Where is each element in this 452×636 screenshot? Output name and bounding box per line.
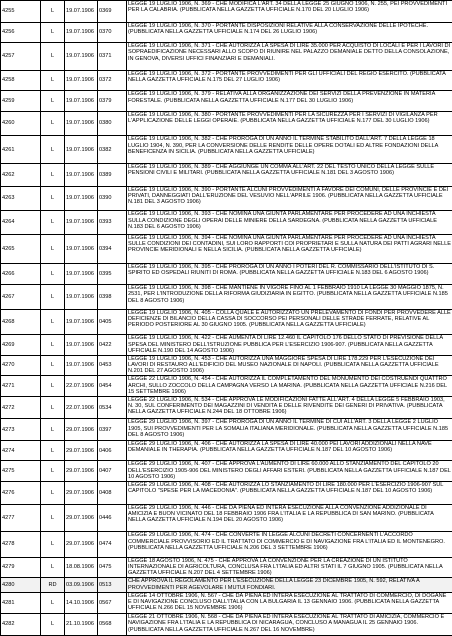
- act-number-cell: 0453: [98, 355, 127, 376]
- act-date-cell: 29.07.1906: [65, 482, 98, 505]
- row-number-cell: 4276: [1, 482, 41, 505]
- act-type-cell: L: [41, 22, 65, 43]
- table-row: [1, 285, 452, 310]
- act-date-cell: 19.07.1906: [65, 285, 98, 310]
- act-number-cell: 0568: [98, 614, 127, 636]
- act-date-cell: 29.07.1906: [65, 532, 98, 558]
- act-description-cell: LEGGE 19 LUGLIO 1906, N. 389 - CHE AGGIUNGE UN COMMA ALL'ART. 22 DEL TESTO UNICO DELLA LEGGE SULLE PENSIONI CIVILI E MILITARI. (PUBBLICATA NELLA GAZZETTA UFFICIALE N.181 DEL 3 AGOSTO 1906): [127, 164, 452, 187]
- act-date-cell: 18.08.1906: [65, 557, 98, 577]
- act-description-cell: LEGGE 19 LUGLIO 1906, N. 382 - CHE PROROGA DI UN ANNO IL TERMINE STABILITO DALL'ART. 7 DELLA LEGGE 18 LUGLIO 1904, N. 390, PER LA CONVERSIONE DELLE RENDITE DELLE OPERE DOTALI ED ALTRE FONDAZIONI DELLA BENEFICENZA IN SICILIA. (PUBBLICATA NELLA GAZZETTA UFFICIALE): [127, 136, 452, 164]
- act-number-cell: 0567: [98, 592, 127, 614]
- row-number-cell: 4277: [1, 504, 41, 532]
- act-date-cell: 19.07.1906: [65, 91, 98, 112]
- act-type-cell: L: [41, 285, 65, 310]
- row-number-cell: 4272: [1, 396, 41, 419]
- act-date-cell: 21.10.1906: [65, 614, 98, 636]
- act-number-cell: 0372: [98, 70, 127, 91]
- act-number-cell: 0407: [98, 461, 127, 482]
- act-date-cell: 19.07.1906: [65, 111, 98, 136]
- table-row: [1, 111, 452, 136]
- act-date-cell: 19.07.1906: [65, 70, 98, 91]
- act-type-cell: L: [41, 43, 65, 71]
- table-row: [1, 43, 452, 71]
- row-number-cell: 4273: [1, 419, 41, 441]
- table-row: [1, 263, 452, 285]
- laws-register-body: [1, 1, 452, 636]
- act-date-cell: 22.07.1906: [65, 376, 98, 397]
- row-number-cell: 4268: [1, 309, 41, 335]
- row-number-cell: 4270: [1, 355, 41, 376]
- act-description-cell: LEGGE 19 LUGLIO 1906, N. 372 - PORTANTE PROVVEDIMENTI PER GLI UFFICIALI DEL REGIO ESERCITO. (PUBBLICATA NELLA GAZZETTA UFFICIALE N.175 DEL 27 LUGLIO 1906): [127, 70, 452, 91]
- act-date-cell: 29.07.1906: [65, 504, 98, 532]
- act-date-cell: 19.07.1906: [65, 355, 98, 376]
- act-type-cell: L: [41, 263, 65, 285]
- act-number-cell: 0371: [98, 43, 127, 71]
- table-row: [1, 355, 452, 376]
- table-row: [1, 309, 452, 335]
- act-description-cell: LEGGE 29 LUGLIO 1906, N. 408 - CHE AUTORIZZA LO STANZIAMENTO DI LIRE 180.000 PER L'ESERCIZIO 1906-907 SUL CAPITOLO "SPESE PER LA MACEDONIA". (PUBBLICATA NELLA GAZZETTA UFFICIALE N.187 DEL 10 AGOSTO 1906): [127, 482, 452, 505]
- row-number-cell: 4267: [1, 285, 41, 310]
- act-date-cell: 19.07.1906: [65, 335, 98, 356]
- row-number-cell: 4264: [1, 211, 41, 235]
- table-row: [1, 482, 452, 505]
- row-number-cell: 4282: [1, 614, 41, 636]
- act-description-cell: LEGGE 19 LUGLIO 1906, N. 395 - CHE PROROGA DI UN ANNO I POTERI DEL R. COMMISSARIO DELL'ISTITUTO DI S. SPIRITO ED OSPEDALI RIUNITI DI ROMA. (PUBBLICATA NELLA GAZZETTA UFFICIALE N.183 DEL 6 AGOSTO 1906): [127, 263, 452, 285]
- act-number-cell: 0446: [98, 504, 127, 532]
- act-number-cell: 0379: [98, 91, 127, 112]
- act-number-cell: 0395: [98, 263, 127, 285]
- act-date-cell: 19.07.1906: [65, 136, 98, 164]
- row-number-cell: 4266: [1, 263, 41, 285]
- row-number-cell: 4255: [1, 1, 41, 23]
- act-description-cell: LEGGE 19 LUGLIO 1906, N. 370 - PORTANTE DISPOSIZIONI RELATIVE ALLA CONSERVAZIONE DELLE IPOTECHE. (PUBBLICATA NELLA GAZZETTA UFFICIALE N.174 DEL 26 LUGLIO 1906): [127, 22, 452, 43]
- row-number-cell: 4279: [1, 557, 41, 577]
- act-description-cell: LEGGE 29 LUGLIO 1906, N. 407 - CHE APPROVA L'AUMENTO DI LIRE 60.000 ALLO STANZIAMENTO DEL CAPITOLO 20 DELL'ESERCIZIO 1905-906 DEL MINISTERO DEGLI AFFARI ESTERI. (PUBBLICATA NELLA GAZZETTA UFFICIALE N.187 DEL 10 AGOSTO 1906): [128, 461, 451, 481]
- table-row: [1, 22, 452, 43]
- act-description-cell: LEGGE 19 LUGLIO 1906, N. 394 - CHE NOMINA UNA GIUNTA PARLAMENTARE PER PROCEDERE AD UNA INCHIESTA SULLE CONDIZIONI DEI CONTADINI, SUI LORO RAPPORTI COI PROPRIETARI E SULLA NATURA DEI PATTI AGRARI NELLE PROVINCIE MERIDIONALI E NELLA SICILIA. (PUBBLICATA NELLA GAZZETTA UFFICIALE): [127, 234, 452, 263]
- act-number-cell: 0370: [98, 22, 127, 43]
- act-number-cell: 0369: [98, 1, 127, 23]
- act-description-cell: LEGGE 14 OTTOBRE 1906, N. 567 - CHE DÀ PIENA ED INTERA ESECUZIONE AL TRATTATO DI COMMERCIO, DI DOGANE E DI NAVIGAZIONE CONCLUSO DALL'ITALIA CON LA BULGARIA IL 13 GENNAIO 1906. (PUBBLICATA NELLA GAZZETTA UFFICIALE N.266 DEL 15 NOVEMBRE 1906): [127, 592, 452, 614]
- act-type-cell: RD: [41, 578, 65, 592]
- act-type-cell: L: [41, 111, 65, 136]
- act-type-cell: L: [41, 504, 65, 532]
- act-type-cell: L: [41, 557, 65, 577]
- act-type-cell: L: [41, 91, 65, 112]
- act-description-cell: LEGGE 29 LUGLIO 1906, N. 446 - CHE DÀ PIENA ED INTERA ESECUZIONE ALLA CONVENZIONE ADDIZIONALE DI AMICIZIA E BUON VICINATO DEL 18 FEBBRAIO 1906 FRA L'ITALIA E LA REPUBBLICA DI SAN MARINO. (PUBBLICATA NELLA GAZZETTA UFFICIALE N.194 DEL 20 AGOSTO 1906): [127, 504, 452, 532]
- table-row: [1, 504, 452, 532]
- act-description-cell: LEGGE 29 LUGLIO 1906, N. 397 - CHE PROROGA DI UN ANNO IL TERMINE DI CUI ALL'ART. 3 DELLA LEGGE 2 LUGLIO 1905, SUI PROVVEDIMENTI PER LA SOMALIA ITALIANA MERIDIONALE. (PUBBLICATA NELLA GAZZETTA UFFICIALE N.185 DEL 8 AGOSTO 1906): [127, 419, 452, 441]
- act-number-cell: 0474: [98, 532, 127, 558]
- act-date-cell: 14.10.1906: [65, 592, 98, 614]
- act-description-cell: LEGGE 19 LUGLIO 1906, N. 379 - RELATIVA ALLA ORGANIZZAZIONE DEI SERVIZI DELLA PREVENZIONE IN MATERIA FORESTALE. (PUBBLICATA NELLA GAZZETTA UFFICIALE N.177 DEL 30 LUGLIO 1906): [127, 91, 452, 112]
- table-row: [1, 557, 452, 577]
- act-description-cell: LEGGE 22 LUGLIO 1906, N. 454 - CHE AUTORIZZA IL COMPLETAMENTO DEL MONUMENTO DEI COSTRUENDI QUATTRO ARCHI, SULLO ZOCCOLO DELLA CAMPAGNA VERSO LA MARINA. (PUBBLICATA NELLA GAZZETTA UFFICIALE N.216 DEL 15 SETTEMBRE 1906): [127, 376, 452, 397]
- row-number-cell: 4261: [1, 136, 41, 164]
- act-number-cell: 0454: [98, 376, 127, 397]
- act-type-cell: L: [41, 355, 65, 376]
- table-row: [1, 419, 452, 441]
- act-number-cell: 0408: [98, 482, 127, 505]
- act-type-cell: L: [41, 211, 65, 235]
- act-type-cell: L: [41, 482, 65, 505]
- act-number-cell: 0406: [98, 440, 127, 461]
- act-date-cell: 19.07.1906: [65, 186, 98, 211]
- row-number-cell: 4257: [1, 43, 41, 71]
- row-number-cell: 4271: [1, 376, 41, 397]
- act-description-cell: LEGGE 19 LUGLIO 1906, N. 422 - CHE AUMENTA DI LIRE 12.460 IL CAPITOLO 176 DELLO STATO DI PREVISIONE DELLA SPESA DEL MINISTERO DELL'ISTRUZIONE PUBBLICA PER L'ESERCIZIO 1906-907. (PUBBLICATA NELLA GAZZETTA UFFICIALE N.190 DEL 14 AGOSTO 1906): [127, 335, 452, 356]
- act-number-cell: 0405: [98, 309, 127, 335]
- table-row: [1, 211, 452, 235]
- row-number-cell: 4278: [1, 532, 41, 558]
- row-number-cell: 4259: [1, 91, 41, 112]
- act-description-cell: LEGGE 19 LUGLIO 1906, N. 380 - PORTANTE PROVVEDIMENTI PER LA SICUREZZA PER I SERVIZI DI VIGILANZA PER L'APPLICAZIONE DELLE LEGGI OPERAIE. (PUBBLICATA NELLA GAZZETTA UFFICIALE N.177 DEL 30 LUGLIO 1906): [127, 111, 452, 136]
- act-description-cell: LEGGE 18 AGOSTO 1906, N. 475 - CHE APPROVA LA CONVENZIONE PER LA CREAZIONE DI UN ISTITUTO INTERNAZIONALE DI AGRICOLTURA, CONCLUSA FRA L'ITALIA ED ALTRI STATI IL 7 GIUGNO 1905. (PUBBLICATA NELLA GAZZETTA UFFICIALE N.207 DEL 4 SETTEMBRE 1906): [127, 557, 452, 577]
- act-type-cell: L: [41, 532, 65, 558]
- act-type-cell: L: [41, 164, 65, 187]
- act-number-cell: 0398: [98, 285, 127, 310]
- table-row: [1, 186, 452, 211]
- act-description-cell: LEGGE 19 LUGLIO 1906, N. 453 - CHE AUTORIZZA UNA MAGGIORE SPESA DI LIRE 178.229 PER L'ESECUZIONE DEI LAVORI DI RESTAURO ALL'EDIFICIO DEL MUSEO NAZIONALE DI NAPOLI. (PUBBLICATA NELLA GAZZETTA UFFICIALE N.201 DEL 27 AGOSTO 1906): [127, 355, 452, 376]
- act-date-cell: 29.07.1906: [65, 440, 98, 461]
- row-number-cell: 4263: [1, 186, 41, 211]
- table-row: [1, 614, 452, 636]
- row-number-cell: 4275: [1, 461, 41, 482]
- act-type-cell: L: [41, 396, 65, 419]
- act-type-cell: L: [41, 614, 65, 636]
- table-row: [1, 376, 452, 397]
- row-number-cell: 4265: [1, 234, 41, 263]
- act-number-cell: 0422: [98, 335, 127, 356]
- act-type-cell: L: [41, 70, 65, 91]
- act-description-cell: CHE APPROVA IL REGOLAMENTO PER L'ESECUZIONE DELLA LEGGE 23 DICEMBRE 1905, N. 592, RELATIVA A PROVVEDIMENTI PER AGEVOLARE I MUTUI FONDIARI.: [127, 578, 452, 592]
- act-date-cell: 19.07.1906: [65, 22, 98, 43]
- table-row: [1, 532, 452, 558]
- table-row: [1, 1, 452, 23]
- act-date-cell: 29.07.1906: [65, 461, 98, 482]
- act-type-cell: L: [41, 136, 65, 164]
- act-date-cell: 19.07.1906: [65, 263, 98, 285]
- table-row: [1, 335, 452, 356]
- row-number-cell: 4269: [1, 335, 41, 356]
- row-number-cell: 4280: [1, 578, 41, 592]
- act-date-cell: 19.07.1906: [65, 234, 98, 263]
- act-number-cell: 0475: [98, 557, 127, 577]
- act-type-cell: L: [41, 1, 65, 23]
- row-number-cell: 4258: [1, 70, 41, 91]
- act-number-cell: 0380: [98, 111, 127, 136]
- table-row: [1, 461, 452, 482]
- act-number-cell: 0393: [98, 211, 127, 235]
- act-description-cell: LEGGE 19 LUGLIO 1906, N. 393 - CHE NOMINA UNA GIUNTA PARLAMENTARE PER PROCEDERE AD UNA INCHIESTA SULLA CONDIZIONE DEGLI OPERAI DELLE MINIERE DELLA SARDEGNA. (PUBBLICATA NELLA GAZZETTA UFFICIALE N.183 DEL 6 AGOSTO 1906): [127, 211, 452, 235]
- act-description-cell: LEGGE 19 LUGLIO 1906, N. 405 - COLLA QUALE È AUTORIZZATO UN PRELEVAMENTO DI FONDI PER PROVVEDERE ALLE DEFICIENZE DI BILANCIO DELLA CASSA DI SOCCORSO PEI PERSONALI DELLE STRADE FERRATE, RELATIVE AL PERIODO POSTERIORE AL 30 GIUGNO 1905. (PUBBLICATA NELLA GAZZETTA UFFICIALE): [127, 309, 452, 335]
- row-number-cell: 4262: [1, 164, 41, 187]
- table-row: [1, 234, 452, 263]
- act-number-cell: 0390: [98, 186, 127, 211]
- row-number-cell: 4260: [1, 111, 41, 136]
- act-description-cell: LEGGE 19 LUGLIO 1906, N. 369 - CHE MODIFICA L'ART. 34 DELLA LEGGE 25 GIUGNO 1906, N. 255, PEI PROVVEDIMENTI PER LA CALABRIA. (PUBBLICATA NELLA GAZZETTA UFFICIALE N.170 DEL 20 LUGLIO 1906): [127, 1, 452, 23]
- act-number-cell: 0397: [98, 419, 127, 441]
- table-row: [1, 592, 452, 614]
- act-number-cell: 0389: [98, 164, 127, 187]
- act-date-cell: 03.09.1906: [65, 578, 98, 592]
- act-description-cell: LEGGE 29 LUGLIO 1906, N. 474 - CHE CONVERTE IN LEGGE ALCUNI DECRETI CONCERNENTI L'ACCORDO COMMERCIALE PROVVISORIO ED IL TRATTATO DI COMMERCIO E DI NAVIGAZIONE FRA L'ITALIA ED IL MONTENEGRO. (PUBBLICATA NELLA GAZZETTA UFFICIALE N.206 DEL 3 SETTEMBRE 1906): [127, 532, 452, 558]
- act-number-cell: 0513: [98, 578, 127, 592]
- act-description-cell: LEGGE 19 LUGLIO 1906, N. 371 - CHE AUTORIZZA LA SPESA DI LIRE 35.000 PER ACQUISTO DI LOCALI E PER I LAVORI DI SOPRAEDIFICAZIONE NECESSARI ALLO SCOPO DI RIUNIRE NEL PALAZZO DEMANIALE DETTO DELLA CONSOLAZIONE, IN GENOVA, DIVERSI UFFICI FINANZIARI E DEMANIALI.: [127, 43, 452, 71]
- act-type-cell: L: [41, 186, 65, 211]
- act-number-cell: 0534: [98, 396, 127, 419]
- act-date-cell: 19.07.1906: [65, 1, 98, 23]
- act-date-cell: 19.07.1906: [65, 309, 98, 335]
- act-date-cell: 19.07.1906: [65, 211, 98, 235]
- row-number-cell: 4274: [1, 440, 41, 461]
- act-description-cell: LEGGE 21 OTTOBRE 1906, N. 568 - CHE DÀ PIENA ED INTERA ESECUZIONE AL TRATTATO DI AMICIZIA, COMMERCIO E NAVIGAZIONE FRA L'ITALIA E LA REPUBBLICA DI NICARAGUA, CONCLUSO A MANAGUA IL 25 GENNAIO 1906. (PUBBLICATA NELLA GAZZETTA UFFICIALE N.267 DEL 16 NOVEMBRE): [127, 614, 452, 636]
- table-row: [1, 164, 452, 187]
- table-row: [1, 578, 452, 592]
- act-type-cell: L: [41, 234, 65, 263]
- act-type-cell: L: [41, 440, 65, 461]
- act-description-cell: LEGGE 19 LUGLIO 1906, N. 390 - PORTANTE ALCUNI PROVVEDIMENTI A FAVORE DEI COMUNI, DELLE PROVINCIE E DEI PRIVATI, DANNEGGIATI DALL'ERUZIONE DEL VESUVIO NELL'APRILE 1906. (PUBBLICATA NELLA GAZZETTA UFFICIALE N.181 DEL 3 AGOSTO 1906): [127, 186, 452, 211]
- table-row: [1, 91, 452, 112]
- act-number-cell: 0394: [98, 234, 127, 263]
- act-date-cell: 29.07.1906: [65, 419, 98, 441]
- act-type-cell: L: [41, 419, 65, 441]
- act-date-cell: 19.07.1906: [65, 164, 98, 187]
- act-date-cell: 22.07.1906: [65, 396, 98, 419]
- act-type-cell: L: [41, 309, 65, 335]
- row-number-cell: 4256: [1, 22, 41, 43]
- table-row: [1, 70, 452, 91]
- act-type-cell: L: [41, 376, 65, 397]
- act-description-cell: LEGGE 22 LUGLIO 1906, N. 534 - CHE APPROVA LE MODIFICAZIONI FATTE ALL'ART. 4 DELLA LEGGE 5 FEBBRAIO 1903, N. 30, SUL CONFERIMENTO DEI MAGAZZINI DI VENDITA E DELLE RIVENDITE DEI GENERI DI PRIVATIVA. (PUBBLICATA NELLA GAZZETTA UFFICIALE N.244 DEL 18 OTTOBRE 1906): [127, 396, 452, 419]
- act-date-cell: 19.07.1906: [65, 43, 98, 71]
- act-type-cell: L: [41, 461, 65, 482]
- act-number-cell: 0382: [98, 136, 127, 164]
- act-type-cell: L: [41, 335, 65, 356]
- table-row: [1, 440, 452, 461]
- table-row: [1, 136, 452, 164]
- act-description-cell: LEGGE 19 LUGLIO 1906, N. 398 - CHE MANTIENE IN VIGORE FINO AL 1 FEBBRAIO 1910 LA LEGGE 30 MAGGIO 1875, N. 2531, PER L'INTRODUZIONE DELLA RIFORMA GIUDIZIARIA IN EGITTO. (PUBBLICATA NELLA GAZZETTA UFFICIALE N.185 DEL 8 AGOSTO 1906): [127, 285, 452, 310]
- table-row: [1, 396, 452, 419]
- row-number-cell: 4281: [1, 592, 41, 614]
- act-description-cell: LEGGE 29 LUGLIO 1906, N. 406 - CHE AUTORIZZA LA SPESA DI LIRE 40.000 PEI LAVORI ADDIZIONALI NELLA NAVE DEMANIALE IN THERAPIA. (PUBBLICATA NELLA GAZZETTA UFFICIALE N.187 DEL 10 AGOSTO 1906): [127, 440, 452, 461]
- act-type-cell: L: [41, 592, 65, 614]
